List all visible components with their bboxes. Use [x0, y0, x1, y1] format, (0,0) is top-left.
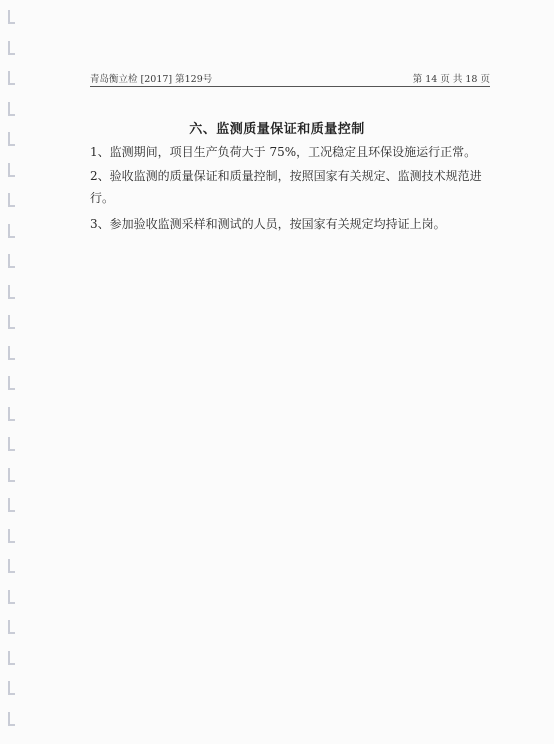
binding-mark [8, 620, 15, 634]
binding-mark [8, 10, 15, 24]
page-number: 第 14 页 共 18 页 [412, 74, 490, 85]
binding-mark [8, 285, 15, 299]
binding-mark [8, 193, 15, 207]
binding-mark [8, 498, 15, 512]
binding-mark [8, 71, 15, 85]
paragraph-2: 2、验收监测的质量保证和质量控制，按照国家有关规定、监测技术规范进行。 [90, 169, 482, 205]
binding-mark [8, 224, 15, 238]
binding-mark [8, 712, 15, 726]
binding-mark [8, 559, 15, 573]
binding-mark [8, 651, 15, 665]
section-title: 六、监测质量保证和质量控制 [189, 122, 365, 137]
binding-mark [8, 315, 15, 329]
page-header [90, 71, 490, 85]
paragraph-1: 1、监测期间，项目生产负荷大于 75%，工况稳定且环保设施运行正常。 [90, 145, 477, 159]
header-divider [90, 86, 490, 87]
binding-mark [8, 346, 15, 360]
document-number: 青岛衡立检 [2017] 第129号 [90, 74, 213, 85]
binding-mark [8, 468, 15, 482]
binding-mark [8, 407, 15, 421]
binding-mark [8, 529, 15, 543]
binding-mark [8, 254, 15, 268]
binding-mark [8, 681, 15, 695]
binding-mark [8, 163, 15, 177]
binding-mark [8, 590, 15, 604]
binding-mark [8, 437, 15, 451]
binding-mark [8, 41, 15, 55]
binding-mark [8, 102, 15, 116]
binding-mark [8, 376, 15, 390]
paragraph-3: 3、参加验收监测采样和测试的人员，按国家有关规定均持证上岗。 [90, 217, 446, 231]
